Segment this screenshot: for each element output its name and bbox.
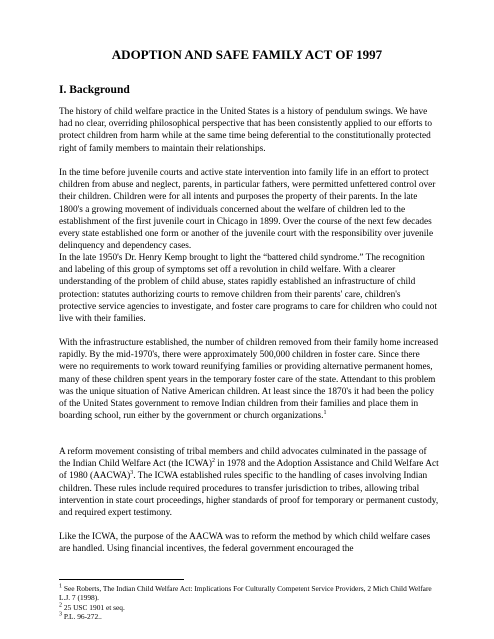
section-heading: I. Background	[59, 84, 130, 96]
paragraph-5-text-b: in 1978 and the Adoption Assistance and Child Welfare Act of 1980 (AACWA)	[59, 459, 439, 482]
paragraph-5-text-c: . The ICWA established rules specific to the handling of cases involving Indian children. These rules include required procedures to transfer jurisdiction to tribes, allowing tribal intervention in state court proceedings, higher standards of proof for temporary or permanent custody, and required expert testimony.	[59, 471, 439, 519]
paragraph-1: The history of child welfare practice in the United States is a history of pendulum swings. We have had no clear, overriding philosophical perspective that has been consistently applied to our efforts to protect children from harm while at the same time being deferential to the constitutionally protected right of family members to maintain their relationships.	[59, 107, 433, 154]
footnote-2	[59, 603, 439, 612]
footnote-ref-1: 1	[323, 410, 327, 417]
paragraph-4-text: With the infrastructure established, the number of children removed from their family home increased rapidly. By the mid-1970's, there were approximately 500,000 children in foster care. Since there were no requirements to work toward reunifying families or providing alternative permanent homes, many of these children spent years in the temporary foster care of the state. Attendant to this problem was the unique situation of Native American children. At least since the 1870's it had been the policy of the United States government to remove Indian children from their families and place them in boarding school, run either by the government or church organizations.	[59, 338, 439, 422]
footnote-ref-3: 3	[130, 470, 134, 477]
paragraph-6: Like the ICWA, the purpose of the AACWA was to reform the method by which child welfare cases are handled. Using financial incentives, the federal government encouraged the	[59, 532, 431, 555]
page-title: ADOPTION AND SAFE FAMILY ACT OF 1997	[111, 47, 383, 62]
footnote-divider	[59, 579, 184, 580]
paragraph-5-text-a: A reform movement consisting of tribal members and child advocates culminated in the passage of the Indian Child Welfare Act (the ICWA)	[59, 447, 427, 470]
paragraph-2: In the time before juvenile courts and active state intervention into family life in an effort to protect children from abuse and neglect, parents, in particular fathers, were permitted unfettered control over their children. Children were for all intents and purposes the property of their parents. In the late 1800's a growing movement of individuals concerned about the welfare of children led to the establishment of the first juvenile court in Chicago in 1899. Over the course of the next few decades every state established one form or another of the juvenile court with the responsibility over juvenile delinquency and dependency cases.	[59, 168, 436, 252]
footnote-text: P.L. 96-272..	[62, 612, 102, 621]
footnote-text: See Roberts, The Indian Child Welfare Act: Implications For Culturally Competent Service Providers, 2 Mich Child Welfare L.J. 7 (1998).	[59, 584, 432, 602]
footnote-1	[59, 584, 439, 602]
footnote-mark: 2	[59, 602, 62, 609]
paragraph-5	[59, 446, 439, 519]
footnote-ref-2: 2	[211, 458, 215, 465]
paragraph-4	[59, 337, 439, 422]
paragraph-3: In the late 1950's Dr. Henry Kemp brought to light the “battered child syndrome.” The recognition and labeling of this group of symptoms set off a revolution in child welfare. With a clearer understanding of the problem of child abuse, states rapidly established an infrastructure of child protection: statutes authorizing courts to remove children from their parents' care, children's protective service agencies to investigate, and foster care programs to care for children who could not live with their families.	[59, 253, 437, 325]
footnote-mark: 1	[59, 583, 62, 590]
footnote-text: 25 USC 1901 et seq.	[62, 603, 125, 612]
footnote-3	[59, 612, 439, 621]
footnote-mark: 3	[59, 611, 62, 618]
